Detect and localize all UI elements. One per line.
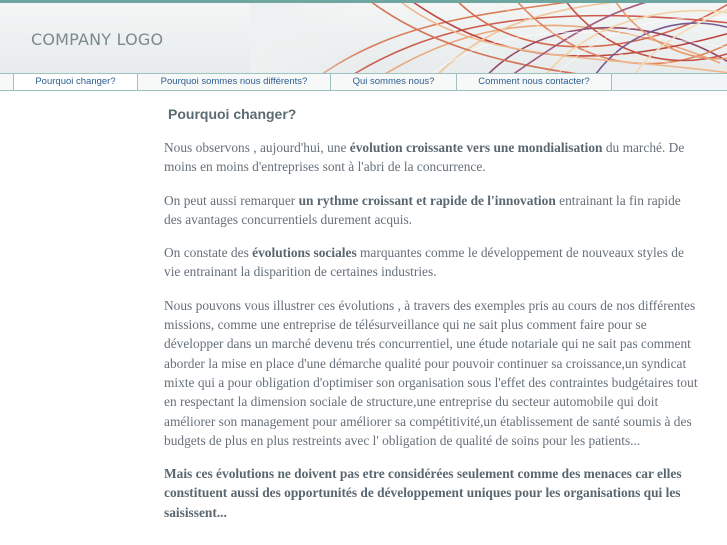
paragraph-innovation: On peut aussi remarquer un rythme croissant et rapide de l'innovation entrainant la fin rapide des avantages concurrentiels durement acquis.: [164, 192, 681, 227]
main-content: [164, 106, 700, 536]
paragraph-exemples: Nous pouvons vous illustrer ces évolutions , à travers des exemples pris au cours de nos différentes missions, comme une entreprise de télésurveillance qui ne sait plus comment faire pour se développer dans un marché devenu trés concurrentiel, une étude notariale qui ne sait pas comment aborder la mise en place d'une démarche qualité pour pouvoir continuer sa croissance,un syndicat mixte qui a pour obligation d'optimiser son organisation sous l'effet des contraintes budgétaires tout en respectant la dimension sociale de structure,une entreprise du secteur automobile qui doit améliorer son management pour améliorer sa compétitivité,un établissement de santé soumis à des budgets de plus en plus restreints avec l' obligation de qualité de soins pour les patients...: [164, 297, 698, 448]
nav-item-qui-sommes-nous[interactable]: Qui sommes nous?: [330, 74, 457, 90]
banner-light-trails-image: [250, 3, 727, 73]
site-header: [0, 3, 727, 73]
nav-item-pourquoi-changer[interactable]: Pourquoi changer?: [13, 74, 138, 90]
nav-item-pourquoi-differents[interactable]: Pourquoi sommes nous différents?: [137, 74, 331, 90]
paragraph-opportunites: Mais ces évolutions ne doivent pas etre considérées seulement comme des menaces car elles constituent aussi des opportunités de développement uniques pour les organisations qui les saisissent...: [164, 466, 682, 520]
page-title: Pourquoi changer?: [168, 106, 297, 122]
company-logo[interactable]: COMPANY LOGO: [31, 30, 164, 49]
paragraph-mondialisation: Nous observons , aujourd'hui, une évolution croissante vers une mondialisation du marché. De moins en moins d'entreprises sont à l'abri de la concurrence.: [164, 140, 685, 175]
nav-spacer: [0, 74, 13, 90]
nav-item-contact[interactable]: Comment nous contacter?: [456, 74, 612, 90]
paragraph-evolutions-sociales: On constate des évolutions sociales marquantes comme le développement de nouveaux styles de vie entrainant la disparition de certaines industries.: [164, 245, 684, 280]
main-navigation: [0, 73, 727, 91]
